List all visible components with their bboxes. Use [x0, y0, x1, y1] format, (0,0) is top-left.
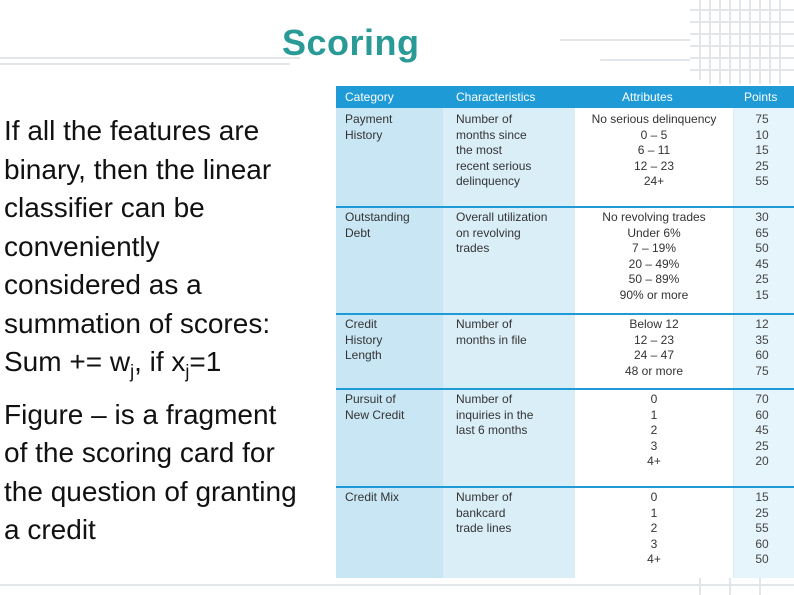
- cell-line: Payment: [345, 112, 393, 126]
- category-cell: [345, 112, 441, 143]
- category-cell: [345, 392, 441, 423]
- cell-line: 15: [755, 490, 769, 504]
- cell-line: 2: [650, 423, 658, 438]
- cell-line: 55: [755, 174, 769, 189]
- formula-prefix: Sum += w: [4, 346, 131, 377]
- paragraph-1: [4, 112, 344, 382]
- characteristics-cell: [456, 317, 574, 348]
- cell-line: 1: [650, 407, 658, 422]
- cell-line: 25: [755, 158, 769, 173]
- header-characteristics: Characteristics: [456, 90, 536, 104]
- cell-line: recent serious: [456, 158, 532, 173]
- cell-line: Under 6%: [627, 225, 681, 240]
- attributes-cell: [575, 210, 733, 304]
- characteristics-cell: [456, 112, 574, 190]
- characteristics-cell: [456, 490, 574, 537]
- cell-line: 1: [650, 505, 658, 520]
- text-line: considered as a: [4, 269, 202, 300]
- text-line: of the scoring card for: [4, 437, 275, 468]
- attributes-cell: [575, 490, 733, 568]
- cell-line: 75: [755, 363, 769, 378]
- cell-line: 10: [755, 127, 769, 142]
- text-line: If all the features are: [4, 115, 260, 146]
- cell-line: No revolving trades: [602, 210, 706, 224]
- cell-line: 48 or more: [624, 363, 684, 378]
- cell-line: 3: [650, 438, 658, 453]
- cell-line: 20 – 49%: [628, 256, 680, 271]
- cell-line: 70: [755, 392, 769, 406]
- row-separator: [336, 206, 794, 208]
- cell-line: Number of: [456, 490, 513, 504]
- points-cell: [734, 210, 790, 304]
- cell-line: months in file: [456, 332, 527, 347]
- formula-middle: , if x: [134, 346, 186, 377]
- cell-line: Credit: [345, 317, 378, 331]
- slide-title: Scoring: [282, 22, 420, 63]
- cell-line: 50: [755, 552, 769, 567]
- cell-line: 3: [650, 536, 658, 551]
- table-header: [336, 86, 794, 108]
- cell-line: Below 12: [629, 317, 679, 331]
- formula-suffix: =1: [189, 346, 222, 377]
- characteristics-cell: [456, 392, 574, 439]
- text-line: binary, then the linear: [4, 153, 272, 185]
- cell-line: 12: [755, 317, 769, 331]
- cell-line: Debt: [345, 225, 371, 240]
- cell-line: 50: [755, 241, 769, 256]
- cell-line: 12 – 23: [633, 332, 675, 347]
- cell-line: 25: [755, 438, 769, 453]
- cell-line: 60: [755, 536, 769, 551]
- cell-line: No serious delinquency: [591, 112, 717, 126]
- cell-line: 30: [755, 210, 769, 224]
- row-separator: [336, 388, 794, 390]
- cell-line: 20: [755, 454, 769, 469]
- text-line: summation of scores:: [4, 307, 271, 339]
- cell-line: 12 – 23: [633, 158, 675, 173]
- cell-line: 0 – 5: [640, 127, 668, 142]
- cell-line: 65: [755, 225, 769, 240]
- cell-line: 25: [755, 272, 769, 287]
- cell-line: 24 – 47: [633, 348, 675, 363]
- text-line: conveniently: [4, 230, 160, 262]
- points-cell: [734, 490, 790, 568]
- scoring-card-table: [336, 86, 794, 578]
- cell-line: 4+: [647, 552, 661, 567]
- cell-line: on revolving: [456, 225, 521, 240]
- cell-line: trades: [456, 241, 490, 256]
- cell-line: 45: [755, 423, 769, 438]
- cell-line: 2: [650, 521, 658, 536]
- cell-line: 6 – 11: [637, 143, 671, 158]
- cell-line: months since: [456, 127, 527, 142]
- header-points: Points: [744, 90, 778, 104]
- cell-line: 24+: [643, 174, 665, 189]
- points-cell: [734, 392, 790, 470]
- category-cell: [345, 210, 441, 241]
- category-cell: [345, 490, 441, 506]
- cell-line: 60: [755, 407, 769, 422]
- cell-line: 55: [755, 521, 769, 536]
- category-cell: [345, 317, 441, 364]
- cell-line: Number of: [456, 112, 513, 126]
- formula-line: [4, 343, 344, 382]
- cell-line: History: [345, 332, 383, 347]
- text-line: Figure – is a fragment: [4, 398, 277, 430]
- cell-line: 50 – 89%: [628, 272, 680, 287]
- cell-line: inquiries in the: [456, 407, 534, 422]
- points-cell: [734, 112, 790, 190]
- cell-line: 35: [755, 332, 769, 347]
- cell-line: 75: [755, 112, 769, 126]
- cell-line: delinquency: [456, 174, 521, 189]
- header-attributes: Attributes: [622, 90, 673, 104]
- formula-subscript: j: [185, 361, 190, 382]
- attributes-cell: [575, 317, 733, 379]
- attributes-cell: [575, 112, 733, 190]
- cell-line: History: [345, 127, 383, 142]
- cell-line: 7 – 19%: [631, 241, 677, 256]
- characteristics-cell: [456, 210, 574, 257]
- points-cell: [734, 317, 790, 379]
- cell-line: 25: [755, 505, 769, 520]
- cell-line: 15: [755, 143, 769, 158]
- attributes-cell: [575, 392, 733, 470]
- cell-line: 0: [650, 490, 658, 504]
- cell-line: Length: [345, 348, 382, 363]
- paragraph-2: [4, 396, 344, 550]
- slide-body: [4, 112, 344, 550]
- row-separator: [336, 313, 794, 315]
- cell-line: Number of: [456, 317, 513, 331]
- cell-line: 0: [650, 392, 658, 406]
- cell-line: Credit Mix: [345, 490, 400, 504]
- cell-line: the most: [456, 143, 503, 158]
- formula-subscript: j: [130, 361, 135, 382]
- cell-line: Pursuit of: [345, 392, 396, 406]
- cell-line: Number of: [456, 392, 513, 406]
- cell-line: 4+: [647, 454, 661, 469]
- cell-line: 45: [755, 256, 769, 271]
- cell-line: New Credit: [345, 407, 405, 422]
- cell-line: Outstanding: [345, 210, 410, 224]
- header-category: Category: [345, 90, 394, 104]
- cell-line: bankcard: [456, 505, 506, 520]
- cell-line: trade lines: [456, 521, 512, 536]
- text-line: a credit: [4, 514, 96, 545]
- row-separator: [336, 486, 794, 488]
- cell-line: 60: [755, 348, 769, 363]
- text-line: classifier can be: [4, 192, 205, 223]
- cell-line: Overall utilization: [456, 210, 548, 224]
- cell-line: last 6 months: [456, 423, 528, 438]
- text-line: the question of granting: [4, 475, 297, 507]
- cell-line: 90% or more: [619, 287, 689, 302]
- cell-line: 15: [755, 287, 769, 302]
